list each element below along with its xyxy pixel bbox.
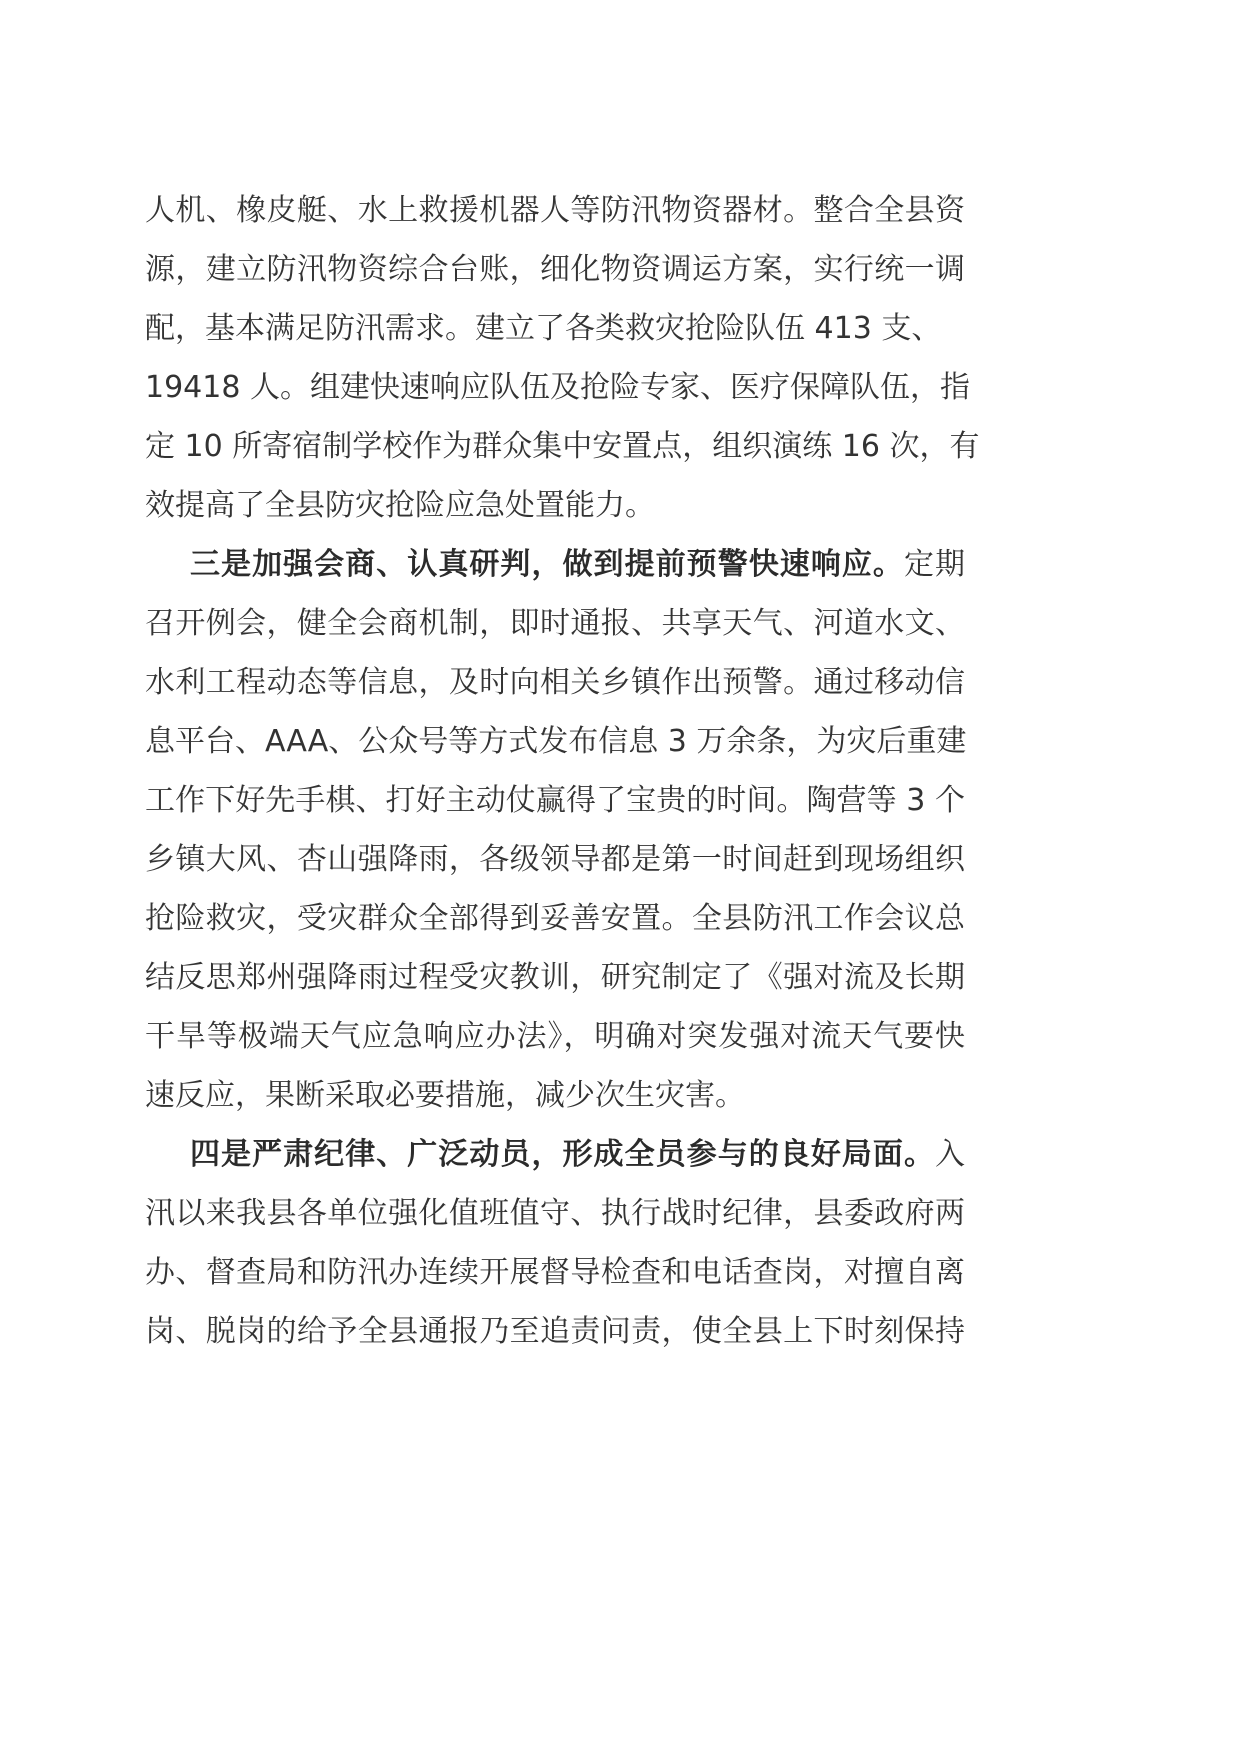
text-line: 工作下好先手棋、打好主动仗赢得了宝贵的时间。陶营等 3 个 [145,783,965,818]
text-line: 乡镇大风、杏山强降雨，各级领导都是第一时间赶到现场组织 [145,842,965,877]
text-line: 定 10 所寄宿制学校作为群众集中安置点，组织演练 16 次，有 [145,429,980,464]
text-line: 速反应，果断采取必要措施，减少次生灾害。 [145,1078,745,1113]
paragraph-discipline [145,1125,1045,1361]
text-line: 办、督查局和防汛办连续开展督导检查和电话查岗，对擅自离 [145,1255,965,1290]
line-text: 定期 [903,547,966,582]
line-text: 入 [935,1137,965,1172]
text-line: 汛以来我县各单位强化值班值守、执行战时纪律，县委政府两 [145,1196,965,1231]
text-line: 效提高了全县防灾抢险应急处置能力。 [145,488,655,523]
text-line: 源，建立防汛物资综合台账，细化物资调运方案，实行统一调 [145,252,965,287]
text-line: 岗、脱岗的给予全县通报乃至追责问责，使全县上下时刻保持 [145,1314,965,1349]
text-line: 人机、橡皮艇、水上救援机器人等防汛物资器材。整合全县资 [145,193,965,228]
bold-lead-in: 四是严肃纪律、广泛动员，形成全员参与的良好局面。 [190,1137,935,1172]
text-line: 召开例会，健全会商机制，即时通报、共享天气、河道水文、 [145,606,965,641]
text-line: 配，基本满足防汛需求。建立了各类救灾抢险队伍 413 支、 [145,311,942,346]
text-line: 干旱等极端天气应急响应办法》，明确对突发强对流天气要快 [145,1019,965,1054]
bold-lead-in: 三是加强会商、认真研判，做到提前预警快速响应。 [190,547,904,582]
text-line: 19418 人。组建快速响应队伍及抢险专家、医疗保障队伍，指 [145,370,970,405]
text-line: 抢险救灾，受灾群众全部得到妥善安置。全县防汛工作会议总 [145,901,965,936]
paragraph-early-warning [145,535,1045,1125]
text-line: 结反思郑州强降雨过程受灾教训，研究制定了《强对流及长期 [145,960,965,995]
text-line [145,535,965,594]
text-line: 息平台、AAA、公众号等方式发布信息 3 万余条，为灾后重建 [145,724,967,759]
text-line: 水利工程动态等信息，及时向相关乡镇作出预警。通过移动信 [145,665,965,700]
text-line [145,1125,965,1184]
document-body [145,181,1045,1361]
paragraph-supplies [145,181,1045,535]
